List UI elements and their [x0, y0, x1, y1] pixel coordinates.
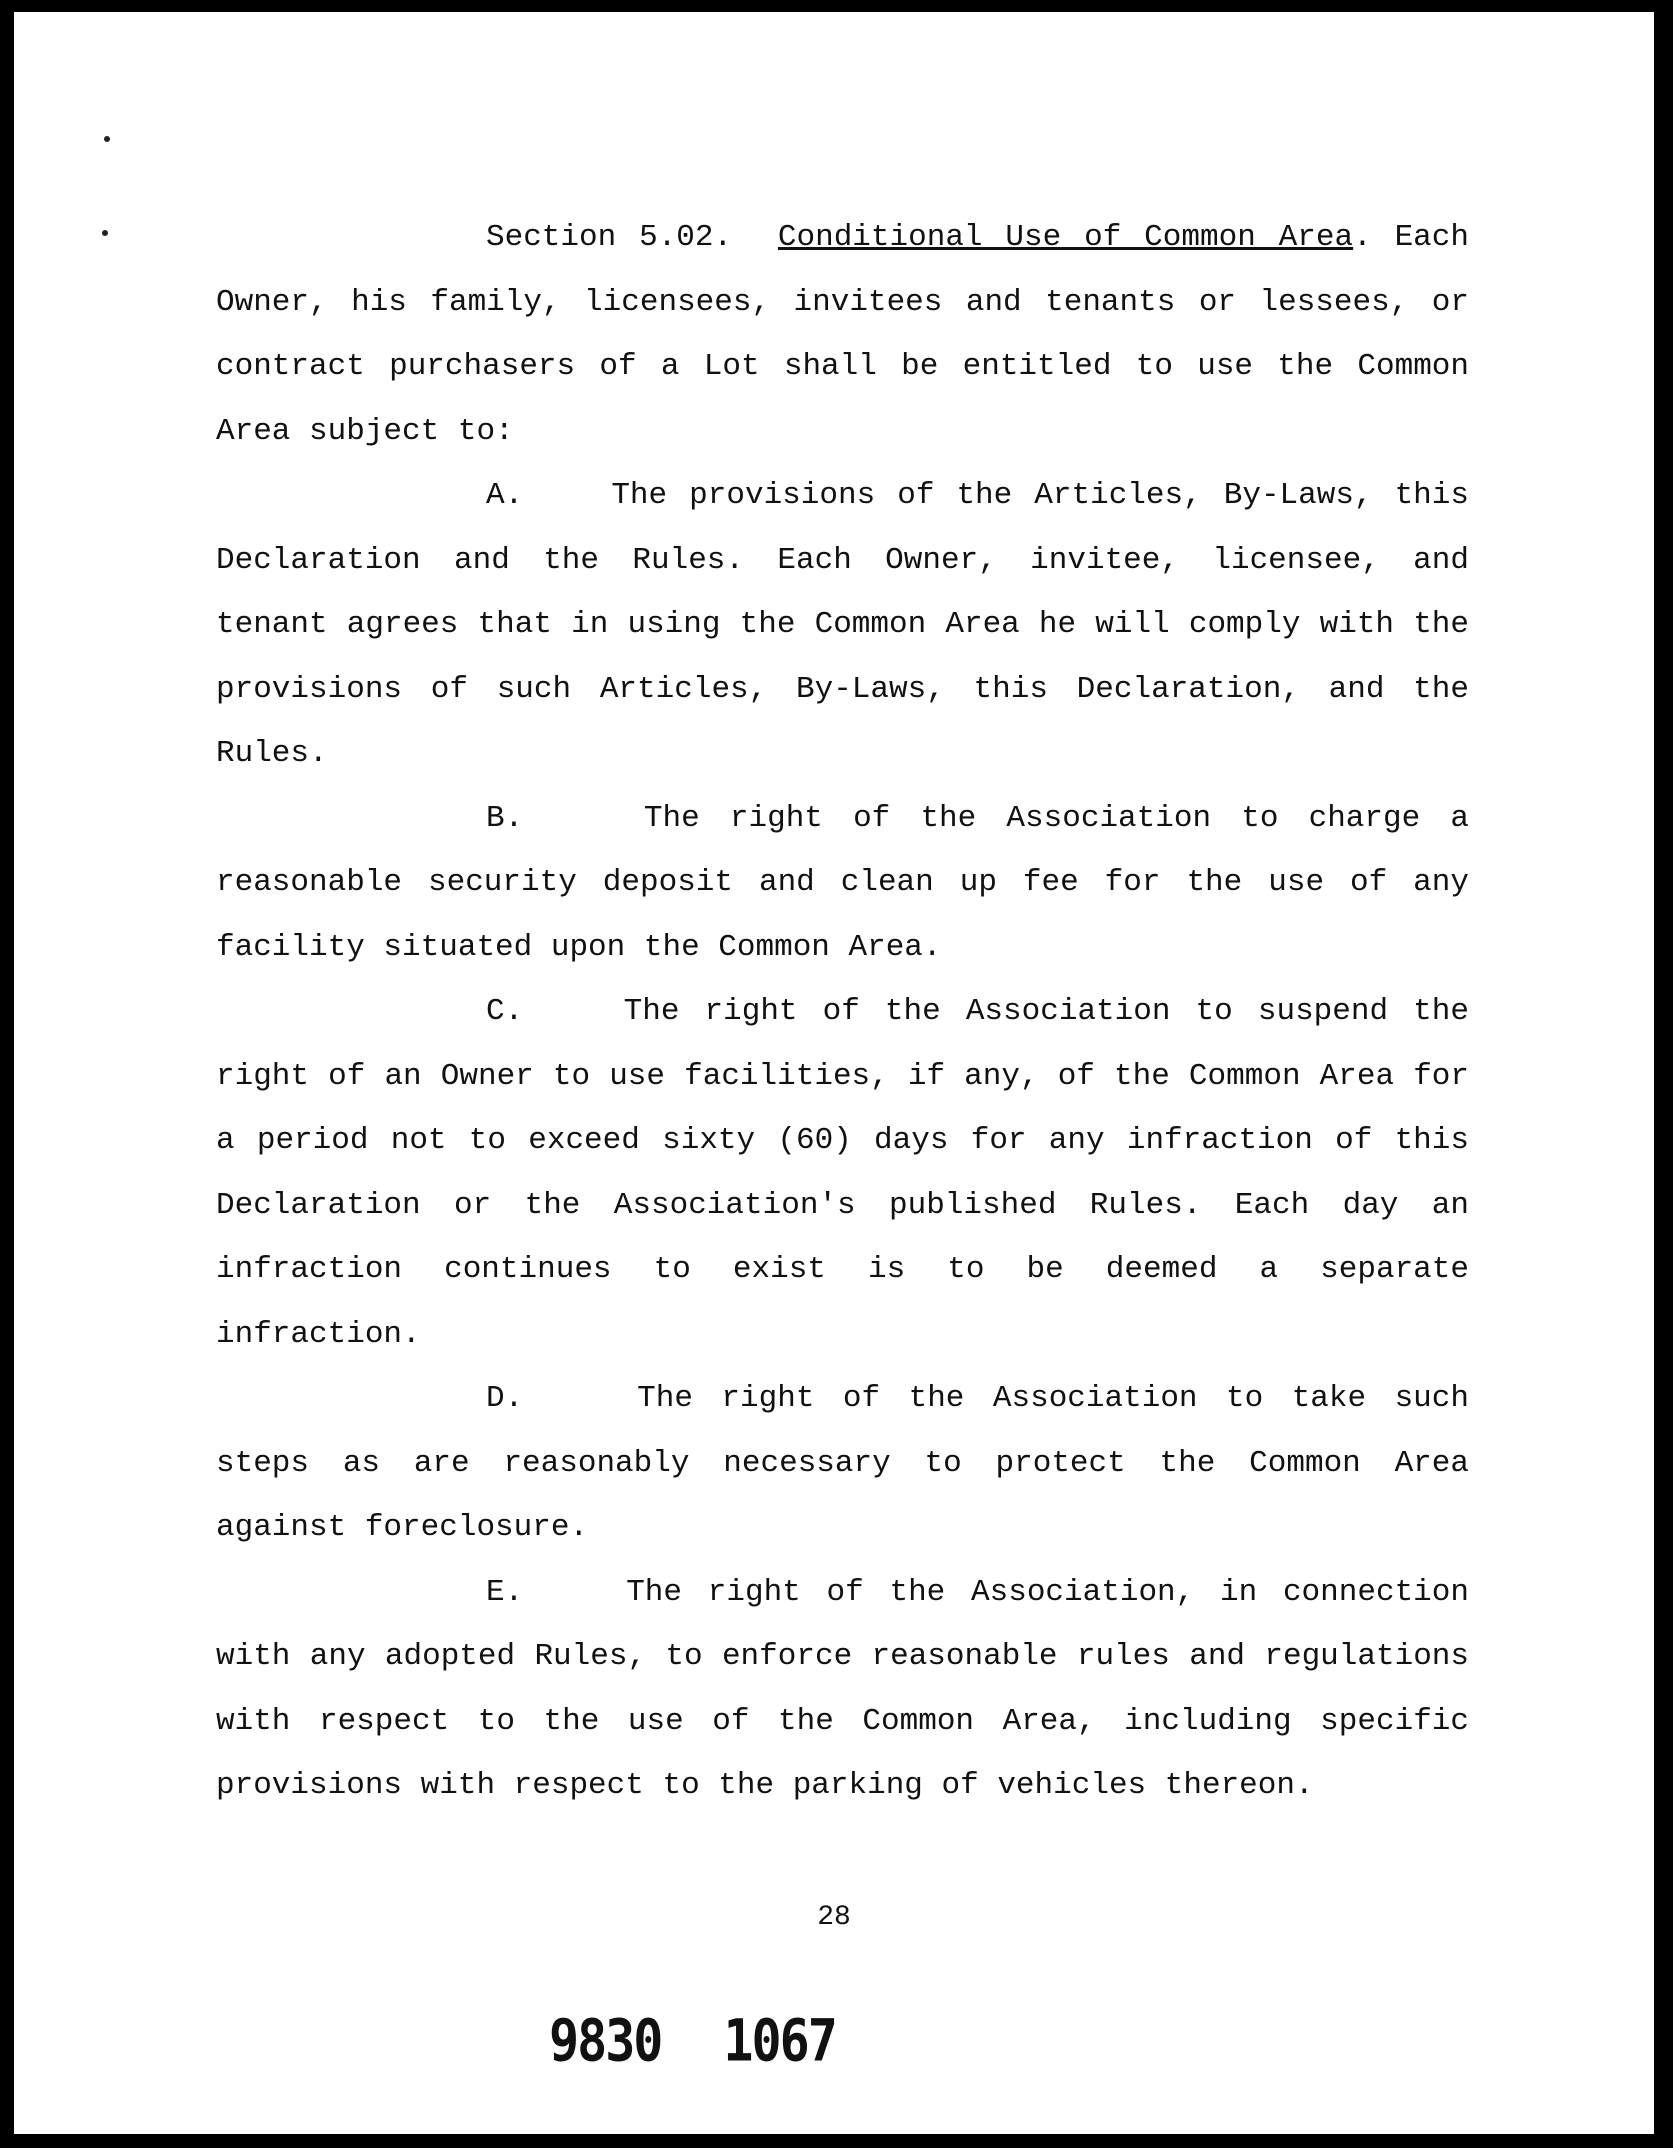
provision-text: The right of the Association to charge a reasonable security deposit and clean up fee for the use of any facility situated upon the Common Area.: [216, 800, 1469, 965]
provision-letter: E.: [486, 1574, 524, 1610]
page-number: 28: [817, 1902, 851, 1933]
section-heading: Conditional Use of Common Area: [777, 220, 1354, 255]
provision-letter: C.: [486, 994, 524, 1029]
stamp-book-number: 9830: [549, 2007, 662, 2075]
provision-letter: D.: [486, 1381, 524, 1416]
provision-text: The right of the Association, in connection with any adopted Rules, to enforce reasonable rules and regulations with respect to the use of the Common Area, including specific provisions with respect to the parking of vehicles thereon.: [216, 1574, 1469, 1803]
provision-letter: A.: [486, 478, 524, 513]
scan-speck: [102, 230, 108, 236]
stamp-page-number: 1067: [723, 2007, 836, 2075]
document-page: [14, 12, 1654, 2134]
provision-a: [216, 464, 1469, 787]
provision-e: [216, 1561, 1469, 1819]
section-paragraph: [216, 206, 1469, 464]
scan-speck: [104, 136, 110, 142]
document-body: [216, 206, 1469, 1819]
provision-text: The right of the Association to take such steps as are reasonably necessary to protect the Common Area against foreclosure.: [216, 1381, 1469, 1545]
section-intro: . Each Owner, his family, licensees, invitees and tenants or lessees, or contract purchasers of a Lot shall be entitled to use the Common Area subject to:: [216, 220, 1469, 449]
provision-letter: B.: [486, 800, 524, 836]
provision-c: [216, 980, 1469, 1367]
provision-text: The right of the Association to suspend the right of an Owner to use facilities, if any, of the Common Area for a period not to exceed sixty (60) days for any infraction of this Declaration or the Association's published Rules. Each day an infraction continues to exist is to be deemed a separate infraction.: [216, 994, 1469, 1352]
provision-text: The provisions of the Articles, By-Laws, this Declaration and the Rules. Each Owner, invitee, licensee, and tenant agrees that in using the Common Area he will comply with the provisions of such Articles, By-Laws, this Declaration, and the Rules.: [216, 478, 1469, 771]
section-number: Section 5.02.: [486, 220, 733, 255]
provision-d: [216, 1367, 1469, 1561]
recording-stamp: [549, 2008, 836, 2075]
provision-b: [216, 787, 1469, 981]
